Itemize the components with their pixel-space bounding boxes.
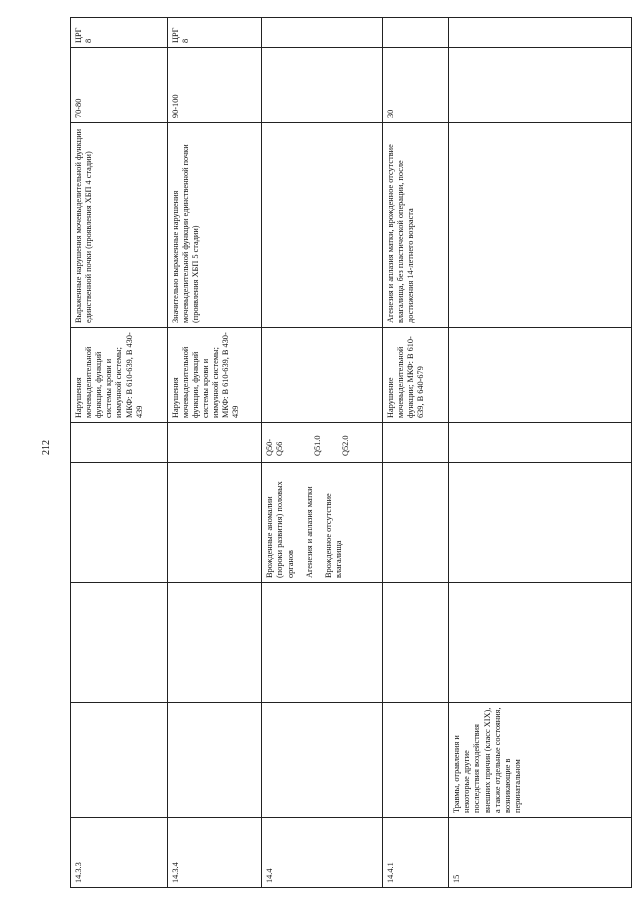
code-item: Q50-Q56	[265, 438, 285, 456]
ipra-cell	[449, 18, 632, 48]
subgroup-item: Врожденные аномалии (пороки развития) половых органов	[265, 481, 295, 578]
disorder-cell: Нарушения мочевыделительной функции, функций системы крови и иммунной системы; МКФ: В 610-639, В 430-439	[71, 328, 168, 423]
row-id: 14.3.3	[71, 818, 168, 888]
table-row	[167, 18, 262, 888]
disorder-cell: Нарушение мочевыделительной функции; МКФ: В 610-639, В 640-679	[382, 328, 449, 423]
row-id: 14.3.4	[167, 818, 262, 888]
subgroup-cell	[167, 463, 262, 583]
ipra-cell	[262, 18, 382, 48]
subgroup-item: Врожденное отсутствие влагалища	[323, 493, 343, 578]
group-name-cell	[382, 583, 449, 703]
ipra-cell	[382, 18, 449, 48]
percent-cell	[449, 48, 632, 123]
group-name-cell	[167, 583, 262, 703]
subgroup-cell	[382, 463, 449, 583]
table-row	[262, 18, 382, 888]
code-item: Q51.0	[312, 435, 322, 456]
disorder-cell	[262, 328, 382, 423]
codes-cell	[71, 423, 168, 463]
table-row	[449, 18, 632, 888]
class-name-cell	[71, 703, 168, 818]
page-number	[36, 432, 56, 462]
rotated-table-container	[70, 18, 632, 888]
disorder-cell: Нарушения мочевыделительной функции, функций системы крови и иммунной системы; МКФ: В 610-639, В 430-439	[167, 328, 262, 423]
row-id: 14.4	[262, 818, 382, 888]
class-name-cell	[382, 703, 449, 818]
group-name-cell	[449, 583, 632, 703]
criterion-cell: Значительно выраженные нарушения мочевыделительной функции единственной почки (проявления ХБП 5 стадии)	[167, 123, 262, 328]
subgroup-cell	[262, 463, 382, 583]
table-row	[382, 18, 449, 888]
row-id: 15	[449, 818, 632, 888]
percent-cell: 70-80	[71, 48, 168, 123]
codes-cell	[382, 423, 449, 463]
disorder-cell	[449, 328, 632, 423]
percent-cell	[262, 48, 382, 123]
class-name-cell	[167, 703, 262, 818]
row-id: 14.4.1	[382, 818, 449, 888]
subgroup-cell	[449, 463, 632, 583]
subgroup-item: Агенезия и аплазия матки	[304, 486, 314, 578]
codes-cell	[262, 423, 382, 463]
criterion-cell	[262, 123, 382, 328]
table-row	[71, 18, 168, 888]
ipra-cell: ЦРГ 8	[71, 18, 168, 48]
codes-cell	[167, 423, 262, 463]
ipra-cell: ЦРГ 8	[167, 18, 262, 48]
page-number-text: 212	[40, 439, 52, 455]
criteria-table	[70, 17, 632, 888]
percent-cell: 30	[382, 48, 449, 123]
criterion-cell: Агенезия и аплазия матки, врожденное отсутствие влагалища, без пластической операции, после достижения 14-летнего возраста	[382, 123, 449, 328]
percent-cell: 90-100	[167, 48, 262, 123]
criterion-cell	[449, 123, 632, 328]
codes-cell	[449, 423, 632, 463]
class-name-cell	[262, 703, 382, 818]
code-item: Q52.0	[340, 435, 350, 456]
criterion-cell: Выраженные нарушения мочевыделительной функции единственной почки (проявления ХБП 4 стадии)	[71, 123, 168, 328]
group-name-cell	[262, 583, 382, 703]
group-name-cell	[71, 583, 168, 703]
subgroup-cell	[71, 463, 168, 583]
class-name-cell: Травмы, отравления и некоторые другие последствия воздействия внешних причин (класс XIX), а также отдельные состояния, возникающие в перинатальном	[449, 703, 632, 818]
